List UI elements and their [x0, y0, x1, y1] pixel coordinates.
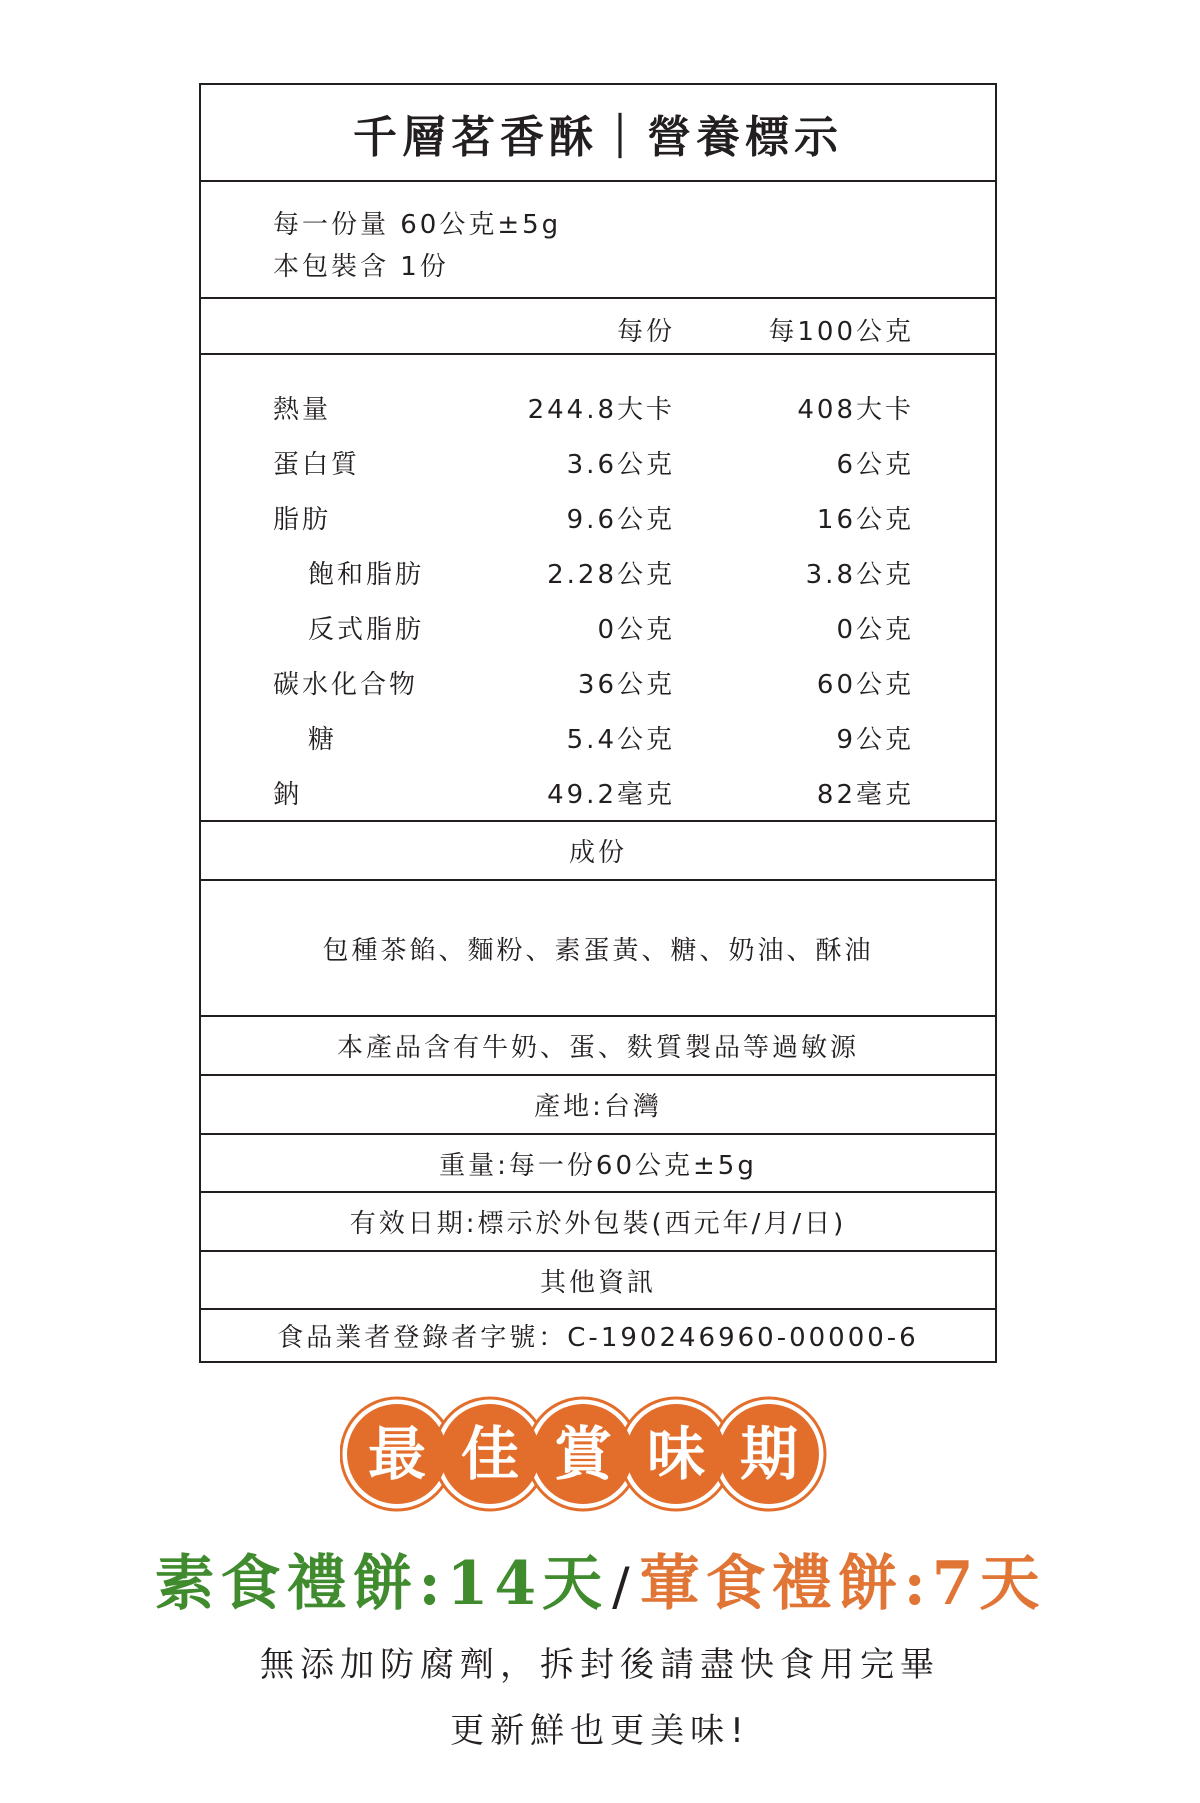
veg-label: 素食禮餅: [154, 1549, 419, 1619]
nutrition-row: [201, 609, 995, 649]
storage-note-line1: 無添加防腐劑，拆封後請盡快食用完畢: [260, 1645, 940, 1685]
nutrient-per-serving: 0公克: [597, 615, 675, 645]
ingredients-heading: 成份: [201, 822, 995, 881]
nutrient-per-100g: 16公克: [816, 505, 914, 535]
nutrient-per-100g: 6公克: [836, 450, 914, 480]
nutrient-per-serving: 2.28公克: [547, 560, 675, 590]
badge-char: 賞: [553, 1420, 613, 1488]
badge-char: 期: [739, 1420, 799, 1488]
allergen-notice: 本產品含有牛奶、蛋、麩質製品等過敏源: [201, 1017, 995, 1076]
nutrition-column-headers: [201, 299, 995, 355]
nutrition-row: [201, 444, 995, 484]
divider-slash: /: [612, 1557, 636, 1617]
nutrient-per-100g: 82毫克: [816, 780, 914, 810]
nutrient-per-100g: 3.8公克: [805, 560, 914, 590]
nutrient-per-100g: 60公克: [816, 670, 914, 700]
nutrient-name: 熱量: [273, 395, 332, 425]
nutrient-per-serving: 244.8大卡: [527, 395, 675, 425]
nutrient-per-serving: 5.4公克: [566, 725, 675, 755]
nutrient-per-serving: 3.6公克: [566, 450, 675, 480]
badge-char: 佳: [460, 1420, 520, 1488]
serving-info: [201, 182, 995, 299]
weight: 重量:每一份60公克±5g: [201, 1135, 995, 1193]
nutrient-name: 反式脂肪: [308, 615, 425, 645]
nutrition-row: [201, 774, 995, 814]
nutrition-table: [201, 355, 995, 822]
nutrient-per-serving: 36公克: [577, 670, 675, 700]
nutrient-per-serving: 9.6公克: [566, 505, 675, 535]
meat-label: 葷食禮餅: [639, 1549, 904, 1619]
nutrition-label: [199, 83, 997, 1363]
servings-per-pack: 本包裝含 1份: [273, 252, 449, 282]
nutrition-row: [201, 389, 995, 429]
ingredients-list: 包種茶餡、麵粉、素蛋黃、糖、奶油、酥油: [201, 881, 995, 1017]
nutrient-per-100g: 9公克: [836, 725, 914, 755]
nutrient-name: 脂肪: [273, 505, 332, 535]
nutrient-per-serving: 49.2毫克: [547, 780, 675, 810]
col-per-100g: 每100公克: [768, 317, 914, 347]
nutrient-name: 碳水化合物: [273, 670, 419, 700]
badge-char: 味: [646, 1420, 706, 1488]
nutrition-row: [201, 719, 995, 759]
nutrient-name: 鈉: [273, 780, 303, 810]
storage-note-line2: 更新鮮也更美味!: [450, 1711, 750, 1751]
nutrient-name: 糖: [308, 725, 338, 755]
label-title: 千層茗香酥｜營養標示: [201, 85, 995, 182]
nutrition-row: [201, 664, 995, 704]
registration-number: 食品業者登錄者字號：C-190246960-00000-6: [277, 1323, 919, 1353]
col-per-serving: 每份: [616, 317, 675, 347]
meat-days: :7天: [903, 1549, 1046, 1619]
veg-days: :14天: [418, 1549, 609, 1619]
origin: 產地:台灣: [201, 1076, 995, 1135]
other-info: 其他資訊: [201, 1252, 995, 1310]
serving-size: 每一份量 60公克±5g: [273, 210, 562, 240]
nutrition-row: [201, 554, 995, 594]
nutrient-per-100g: 408大卡: [797, 395, 914, 425]
nutrient-name: 飽和脂肪: [308, 560, 425, 590]
nutrient-per-100g: 0公克: [836, 615, 914, 645]
badge-char: 最: [367, 1420, 427, 1488]
nutrient-name: 蛋白質: [273, 450, 361, 480]
best-before-badge: [340, 1394, 860, 1514]
expiry-date: 有效日期:標示於外包裝(西元年/月/日): [201, 1193, 995, 1252]
shelf-life-line: [0, 1536, 1200, 1622]
nutrition-row: [201, 499, 995, 539]
best-before-badge-graphic: [340, 1394, 860, 1514]
